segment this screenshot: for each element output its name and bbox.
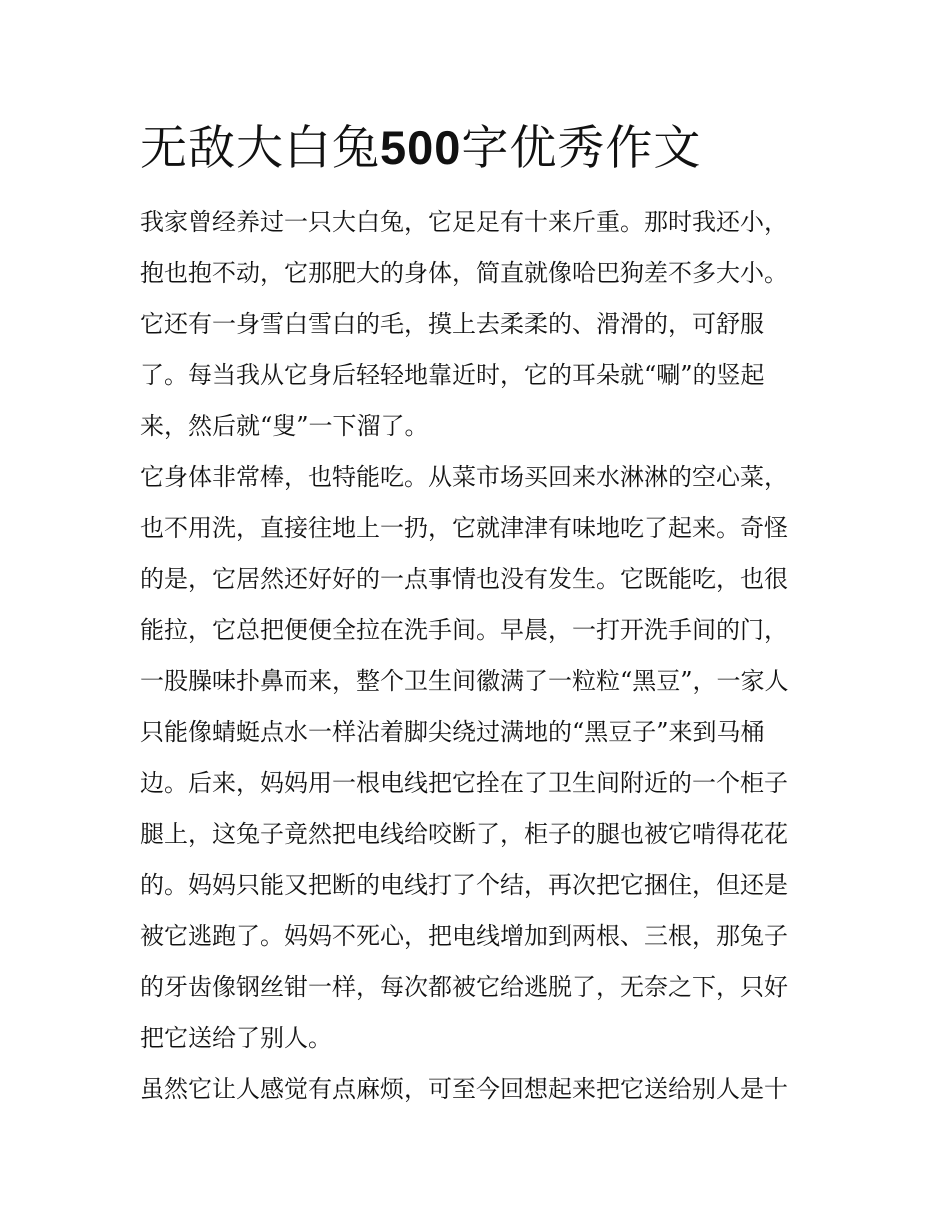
text-line-3: 它还有一身雪白雪白的毛，摸上去柔柔的、滑滑的，可舒服 (140, 310, 764, 338)
text-line-12: 边。后来，妈妈用一根电线把它拴在了卫生间附近的一个柜子 (140, 769, 788, 797)
text-line-13: 腿上，这兔子竟然把电线给咬断了，柜子的腿也被它啃得花花 (140, 820, 788, 848)
text-line-8: 的是，它居然还好好的一点事情也没有发生。它既能吃，也很 (140, 565, 788, 593)
text-line-6: 它身体非常棒，也特能吃。从菜市场买回来水淋淋的空心菜， (140, 463, 788, 491)
text-line-17: 把它送给了别人。 (140, 1024, 332, 1052)
text-line-2: 抱也抱不动，它那肥大的身体，简直就像哈巴狗差不多大小。 (140, 259, 788, 287)
text-line-16: 的牙齿像钢丝钳一样，每次都被它给逃脱了，无奈之下，只好 (140, 973, 788, 1001)
text-line-9: 能拉，它总把便便全拉在洗手间。早晨，一打开洗手间的门， (140, 616, 788, 644)
text-line-7: 也不用洗，直接往地上一扔，它就津津有味地吃了起来。奇怪 (140, 514, 788, 542)
text-line-10: 一股臊味扑鼻而来，整个卫生间徽满了一粒粒“黑豆”，一家人 (140, 667, 789, 695)
text-line-1: 我家曾经养过一只大白兔，它足足有十来斤重。那时我还小， (140, 208, 788, 236)
title-number: 500 (380, 121, 462, 174)
text-line-18: 虽然它让人感觉有点麻烦，可至今回想起来把它送给别人是十 (140, 1075, 788, 1103)
title-text-after: 字优秀作文 (461, 121, 702, 176)
text-line-11: 只能像蜻蜓点水一样沾着脚尖绕过满地的“黑豆子”来到马桶 (140, 718, 765, 746)
title-text-before: 无敌大白兔 (140, 121, 380, 176)
text-line-4: 了。每当我从它身后轻轻地靠近时，它的耳朵就“唰”的竖起 (140, 361, 765, 389)
document-title (140, 118, 701, 179)
text-line-5: 来，然后就“叟”一下溜了。 (140, 412, 429, 440)
text-line-15: 被它逃跑了。妈妈不死心，把电线增加到两根、三根，那兔子 (140, 922, 788, 950)
text-line-14: 的。妈妈只能又把断的电线打了个结，再次把它捆住，但还是 (140, 871, 788, 899)
